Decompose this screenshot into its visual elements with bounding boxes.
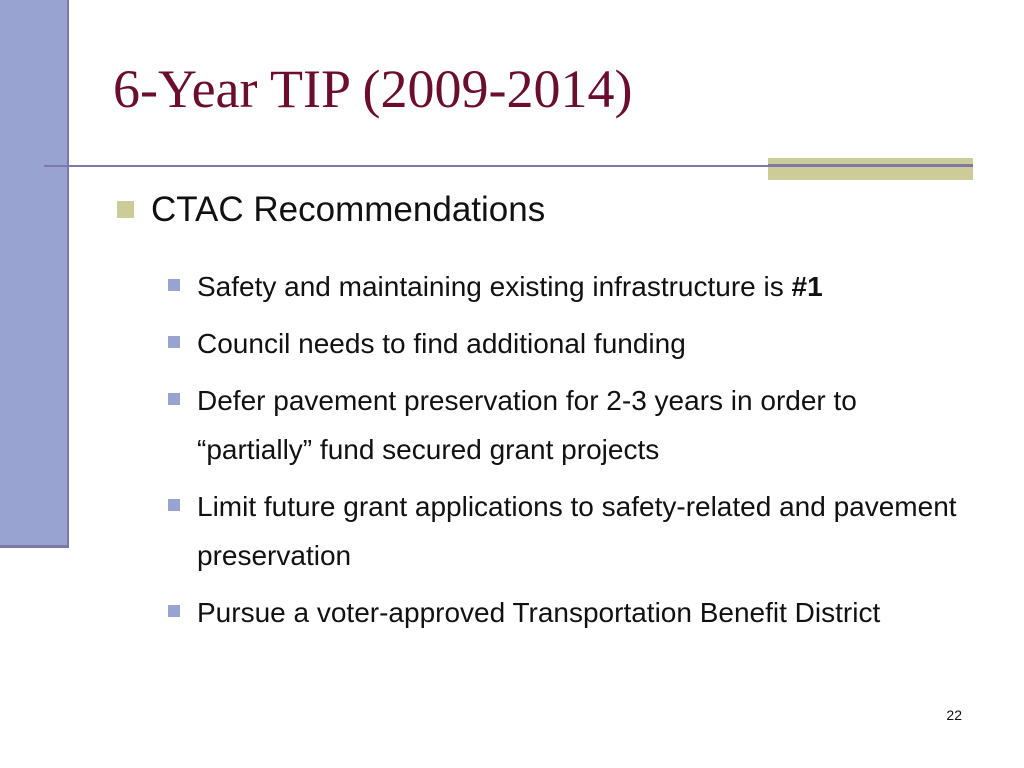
recommendation-list (168, 262, 958, 645)
list-item-text: Council needs to find additional funding (197, 328, 686, 359)
page-number: 22 (946, 707, 962, 723)
decorative-side-bar (0, 0, 67, 545)
emphasis-text: #1 (791, 271, 823, 302)
list-item (168, 319, 958, 368)
list-item (168, 376, 958, 474)
list-item-text: Pursue a voter-approved Transportation Benefit District (197, 597, 881, 628)
side-bar-edge (67, 0, 69, 548)
list-item (168, 262, 958, 311)
section-heading (117, 192, 545, 227)
title-divider (44, 165, 768, 167)
slide-title: 6-Year TIP (2009-2014) (113, 59, 633, 119)
list-item-text: Safety and maintaining existing infrastructure is #1 (197, 271, 823, 302)
square-bullet-icon (168, 336, 180, 348)
list-item (168, 588, 958, 637)
list-item (168, 482, 958, 580)
accent-band-line (768, 164, 973, 167)
square-bullet-icon (168, 605, 180, 617)
list-item-text: Limit future grant applications to safety-related and pavement preservation (197, 491, 957, 571)
side-bar-bottom-edge (0, 545, 69, 548)
square-bullet-icon (117, 201, 134, 218)
square-bullet-icon (168, 499, 180, 511)
accent-band (768, 158, 973, 180)
section-heading-text: CTAC Recommendations (151, 190, 546, 229)
list-item-text: Defer pavement preservation for 2-3 years in order to “partially” fund secured grant projects (197, 385, 857, 465)
square-bullet-icon (168, 279, 180, 291)
square-bullet-icon (168, 393, 180, 405)
